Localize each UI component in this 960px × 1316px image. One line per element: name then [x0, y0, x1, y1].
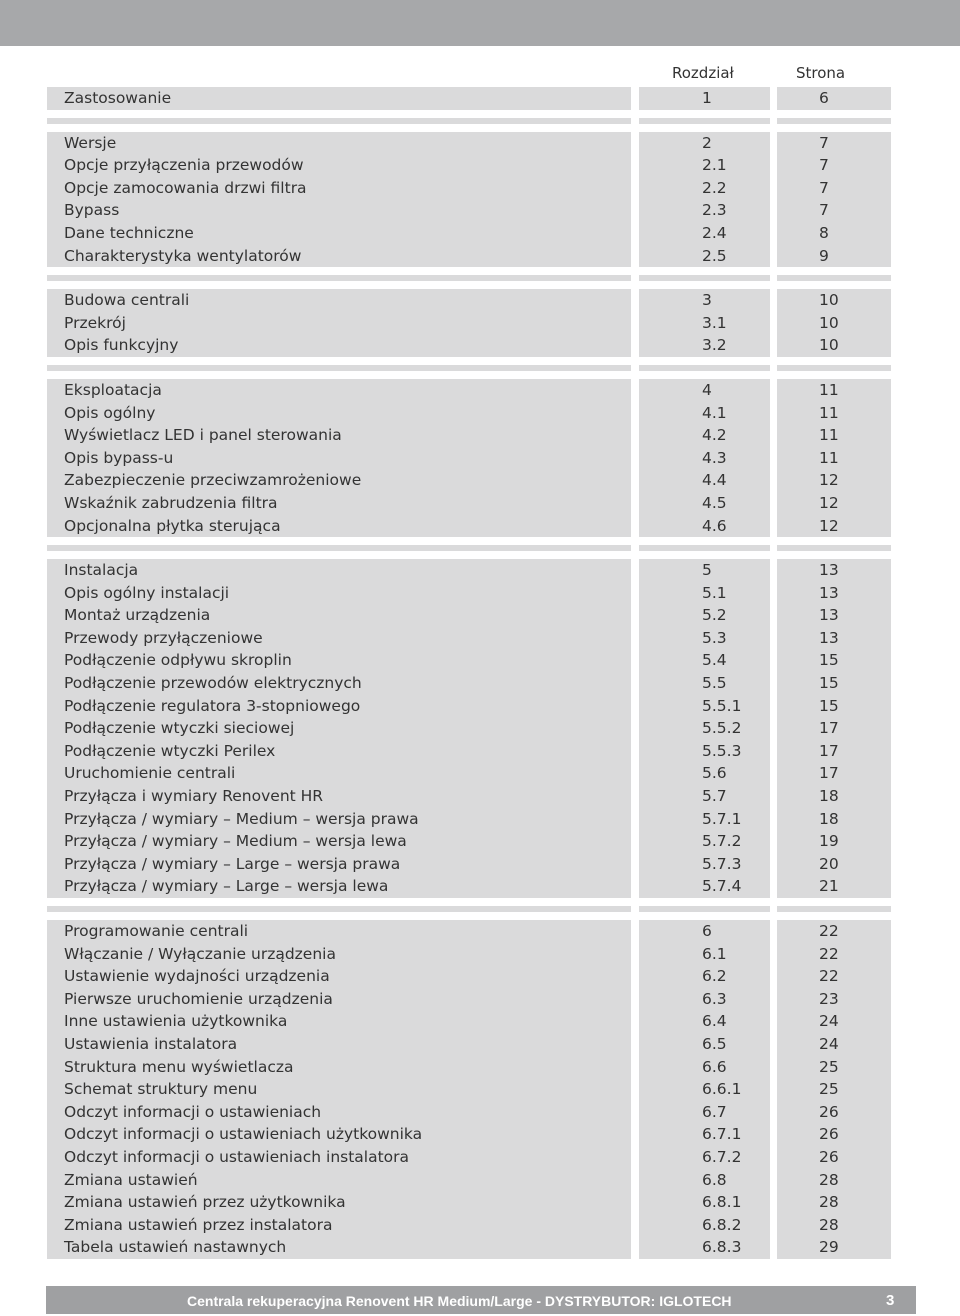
toc-entry-chapter: 6.8.2: [639, 1214, 770, 1237]
toc-row[interactable]: [0, 379, 960, 402]
toc-row[interactable]: [0, 808, 960, 831]
toc-row[interactable]: [0, 1101, 960, 1124]
toc-row[interactable]: [0, 447, 960, 470]
separator-strip: [639, 906, 770, 912]
toc-section: [0, 379, 960, 537]
separator-strip: [47, 118, 631, 124]
toc-entry-chapter: 5.1: [639, 582, 770, 605]
toc-entry-title: Podłączenie przewodów elektrycznych: [47, 672, 631, 695]
toc-entry-page: 12: [777, 469, 891, 492]
toc-entry-page: 21: [777, 875, 891, 898]
toc-entry-title: Odczyt informacji o ustawieniach: [47, 1101, 631, 1124]
toc-entry-chapter: 3.1: [639, 312, 770, 335]
toc-entry-page: 25: [777, 1056, 891, 1079]
toc-row[interactable]: [0, 740, 960, 763]
toc-row[interactable]: [0, 762, 960, 785]
toc-entry-chapter: 2.4: [639, 222, 770, 245]
toc-entry-page: 22: [777, 920, 891, 943]
toc-entry-title: Zmiana ustawień: [47, 1169, 631, 1192]
toc-entry-chapter: 2.2: [639, 177, 770, 200]
toc-entry-title: Schemat struktury menu: [47, 1078, 631, 1101]
toc-row[interactable]: [0, 289, 960, 312]
toc-entry-chapter: 5.5.1: [639, 695, 770, 718]
separator-strip: [47, 906, 631, 912]
toc-row[interactable]: [0, 312, 960, 335]
toc-row[interactable]: [0, 582, 960, 605]
toc-entry-chapter: 6.3: [639, 988, 770, 1011]
separator-strip: [777, 365, 891, 371]
toc-entry-title: Przewody przyłączeniowe: [47, 627, 631, 650]
toc-entry-title: Opis ogólny instalacji: [47, 582, 631, 605]
toc-row[interactable]: [0, 1146, 960, 1169]
toc-entry-chapter: 5.7.1: [639, 808, 770, 831]
toc-entry-page: 7: [777, 154, 891, 177]
toc-entry-chapter: 6.7: [639, 1101, 770, 1124]
toc-entry-page: 22: [777, 965, 891, 988]
separator-strip: [777, 545, 891, 551]
toc-entry-title: Dane techniczne: [47, 222, 631, 245]
toc-entry-title: Podłączenie wtyczki sieciowej: [47, 717, 631, 740]
toc-entry-title: Inne ustawienia użytkownika: [47, 1010, 631, 1033]
toc-entry-page: 13: [777, 627, 891, 650]
section-separator: [0, 537, 960, 559]
toc-entry-chapter: 5: [639, 559, 770, 582]
toc-row[interactable]: [0, 515, 960, 538]
toc-entry-title: Przyłącza i wymiary Renovent HR: [47, 785, 631, 808]
toc-entry-chapter: 4.2: [639, 424, 770, 447]
toc-row[interactable]: [0, 1214, 960, 1237]
toc-entry-title: Przyłącza / wymiary – Large – wersja prawa: [47, 853, 631, 876]
toc-entry-chapter: 6.5: [639, 1033, 770, 1056]
toc-row[interactable]: [0, 785, 960, 808]
toc-entry-page: 28: [777, 1169, 891, 1192]
toc-row[interactable]: [0, 830, 960, 853]
toc-row[interactable]: [0, 965, 960, 988]
toc-entry-page: 17: [777, 740, 891, 763]
toc-entry-chapter: 5.7.2: [639, 830, 770, 853]
toc-entry-page: 24: [777, 1033, 891, 1056]
toc-row[interactable]: [0, 469, 960, 492]
toc-entry-title: Opcje przyłączenia przewodów: [47, 154, 631, 177]
toc-row[interactable]: [0, 87, 960, 110]
toc-entry-page: 13: [777, 582, 891, 605]
toc-entry-chapter: 4.5: [639, 492, 770, 515]
toc-entry-page: 28: [777, 1191, 891, 1214]
toc-entry-chapter: 6.2: [639, 965, 770, 988]
toc-row[interactable]: [0, 559, 960, 582]
toc-entry-chapter: 6.8.1: [639, 1191, 770, 1214]
toc-entry-title: Przyłącza / wymiary – Large – wersja lewa: [47, 875, 631, 898]
toc-entry-title: Ustawienia instalatora: [47, 1033, 631, 1056]
toc-entry-title: Przyłącza / wymiary – Medium – wersja prawa: [47, 808, 631, 831]
toc-entry-page: 15: [777, 672, 891, 695]
toc-entry-page: 25: [777, 1078, 891, 1101]
toc-entry-page: 7: [777, 199, 891, 222]
toc-entry-title: Tabela ustawień nastawnych: [47, 1236, 631, 1259]
toc-entry-chapter: 5.7.4: [639, 875, 770, 898]
toc-entry-page: 10: [777, 289, 891, 312]
toc-entry-title: Pierwsze uruchomienie urządzenia: [47, 988, 631, 1011]
toc-entry-page: 13: [777, 604, 891, 627]
toc-entry-title: Przekrój: [47, 312, 631, 335]
toc-entry-chapter: 5.5.3: [639, 740, 770, 763]
toc-entry-page: 17: [777, 717, 891, 740]
toc-entry-chapter: 6.6.1: [639, 1078, 770, 1101]
toc-entry-chapter: 3: [639, 289, 770, 312]
toc-row[interactable]: [0, 875, 960, 898]
toc-entry-page: 8: [777, 222, 891, 245]
toc-entry-title: Uruchomienie centrali: [47, 762, 631, 785]
toc-entry-page: 28: [777, 1214, 891, 1237]
toc-entry-page: 7: [777, 177, 891, 200]
toc-entry-title: Ustawienie wydajności urządzenia: [47, 965, 631, 988]
toc-entry-title: Opcje zamocowania drzwi filtra: [47, 177, 631, 200]
toc-entry-page: 20: [777, 853, 891, 876]
toc-entry-chapter: 5.3: [639, 627, 770, 650]
toc-section: [0, 920, 960, 1259]
toc-entry-page: 23: [777, 988, 891, 1011]
toc-entry-title: Opis funkcyjny: [47, 334, 631, 357]
toc-row[interactable]: [0, 853, 960, 876]
toc-entry-title: Montaż urządzenia: [47, 604, 631, 627]
toc-entry-title: Wskaźnik zabrudzenia filtra: [47, 492, 631, 515]
toc-entry-chapter: 2.1: [639, 154, 770, 177]
toc-entry-title: Zmiana ustawień przez użytkownika: [47, 1191, 631, 1214]
toc-entry-chapter: 2.3: [639, 199, 770, 222]
toc-entry-title: Odczyt informacji o ustawieniach instalatora: [47, 1146, 631, 1169]
toc-entry-page: 10: [777, 312, 891, 335]
section-separator: [0, 110, 960, 132]
toc-entry-chapter: 2: [639, 132, 770, 155]
toc-entry-page: 15: [777, 695, 891, 718]
toc-entry-page: 26: [777, 1123, 891, 1146]
footer-text: Centrala rekuperacyjna Renovent HR Medium/Large - DYSTRYBUTOR: IGLOTECH: [187, 1293, 732, 1309]
toc-entry-chapter: 6.6: [639, 1056, 770, 1079]
toc-entry-title: Budowa centrali: [47, 289, 631, 312]
toc-section: [0, 289, 960, 357]
toc-entry-title: Opcjonalna płytka sterująca: [47, 515, 631, 538]
toc-row[interactable]: [0, 1169, 960, 1192]
toc-row[interactable]: [0, 424, 960, 447]
toc-row[interactable]: [0, 1191, 960, 1214]
toc-section: [0, 87, 960, 110]
toc-entry-page: 11: [777, 379, 891, 402]
toc-row[interactable]: [0, 222, 960, 245]
toc-entry-chapter: 5.2: [639, 604, 770, 627]
toc-row[interactable]: [0, 695, 960, 718]
toc-entry-page: 13: [777, 559, 891, 582]
toc-entry-page: 17: [777, 762, 891, 785]
toc-entry-chapter: 4.4: [639, 469, 770, 492]
toc-entry-chapter: 5.5: [639, 672, 770, 695]
toc-entry-title: Programowanie centrali: [47, 920, 631, 943]
toc-entry-title: Zabezpieczenie przeciwzamrożeniowe: [47, 469, 631, 492]
toc-row[interactable]: [0, 1236, 960, 1259]
page-column-header: Strona: [796, 64, 846, 82]
toc-row[interactable]: [0, 334, 960, 357]
toc-entry-title: Wersje: [47, 132, 631, 155]
toc-entry-title: Zmiana ustawień przez instalatora: [47, 1214, 631, 1237]
toc-entry-chapter: 4.1: [639, 402, 770, 425]
toc-entry-chapter: 5.6: [639, 762, 770, 785]
toc-entry-page: 19: [777, 830, 891, 853]
toc-row[interactable]: [0, 943, 960, 966]
toc-entry-chapter: 6.8: [639, 1169, 770, 1192]
toc-entry-page: 7: [777, 132, 891, 155]
toc-entry-chapter: 5.7.3: [639, 853, 770, 876]
separator-strip: [777, 118, 891, 124]
toc-entry-page: 12: [777, 515, 891, 538]
toc-row[interactable]: [0, 604, 960, 627]
toc-row[interactable]: [0, 717, 960, 740]
separator-strip: [47, 275, 631, 281]
toc-row[interactable]: [0, 1078, 960, 1101]
toc-row[interactable]: [0, 672, 960, 695]
toc-entry-page: 18: [777, 785, 891, 808]
toc-entry-chapter: 5.7: [639, 785, 770, 808]
toc-entry-title: Wyświetlacz LED i panel sterowania: [47, 424, 631, 447]
toc-entry-page: 12: [777, 492, 891, 515]
toc-entry-page: 18: [777, 808, 891, 831]
separator-strip: [639, 275, 770, 281]
toc-row[interactable]: [0, 402, 960, 425]
toc-entry-chapter: 4.6: [639, 515, 770, 538]
toc-entry-chapter: 5.4: [639, 649, 770, 672]
toc-section: [0, 559, 960, 898]
toc-entry-title: Podłączenie wtyczki Perilex: [47, 740, 631, 763]
toc-entry-page: 29: [777, 1236, 891, 1259]
toc-entry-title: Włączanie / Wyłączanie urządzenia: [47, 943, 631, 966]
toc-entry-chapter: 6.8.3: [639, 1236, 770, 1259]
section-separator: [0, 267, 960, 289]
toc-row[interactable]: [0, 988, 960, 1011]
toc-entry-page: 9: [777, 245, 891, 268]
toc-entry-title: Opis ogólny: [47, 402, 631, 425]
toc-entry-page: 26: [777, 1101, 891, 1124]
toc-entry-title: Struktura menu wyświetlacza: [47, 1056, 631, 1079]
toc-entry-title: Charakterystyka wentylatorów: [47, 245, 631, 268]
toc-entry-chapter: 6.4: [639, 1010, 770, 1033]
toc-entry-page: 11: [777, 424, 891, 447]
toc-row[interactable]: [0, 1033, 960, 1056]
chapter-column-header: Rozdział: [672, 64, 734, 82]
toc-row[interactable]: [0, 245, 960, 268]
section-separator: [0, 898, 960, 920]
top-bar: [0, 0, 960, 46]
toc-entry-title: Odczyt informacji o ustawieniach użytkownika: [47, 1123, 631, 1146]
toc-entry-chapter: 5.5.2: [639, 717, 770, 740]
toc-entry-title: Opis bypass-u: [47, 447, 631, 470]
toc-row[interactable]: [0, 1123, 960, 1146]
toc-section: [0, 132, 960, 268]
toc-entry-chapter: 2.5: [639, 245, 770, 268]
toc-entry-chapter: 3.2: [639, 334, 770, 357]
separator-strip: [47, 365, 631, 371]
toc-column-headers: [0, 64, 960, 86]
toc-row[interactable]: [0, 492, 960, 515]
toc-row[interactable]: [0, 649, 960, 672]
toc-entry-title: Instalacja: [47, 559, 631, 582]
toc-entry-chapter: 6.7.2: [639, 1146, 770, 1169]
page-footer: [46, 1286, 916, 1314]
toc-row[interactable]: [0, 177, 960, 200]
toc-entry-title: Podłączenie odpływu skroplin: [47, 649, 631, 672]
toc-entry-page: 22: [777, 943, 891, 966]
separator-strip: [777, 275, 891, 281]
toc-row[interactable]: [0, 1056, 960, 1079]
toc-row[interactable]: [0, 199, 960, 222]
separator-strip: [639, 118, 770, 124]
toc-entry-page: 24: [777, 1010, 891, 1033]
toc-entry-page: 11: [777, 402, 891, 425]
toc-entry-title: Eksploatacja: [47, 379, 631, 402]
toc-entry-title: Przyłącza / wymiary – Medium – wersja lewa: [47, 830, 631, 853]
toc-entry-title: Bypass: [47, 199, 631, 222]
separator-strip: [777, 906, 891, 912]
toc-entry-chapter: 6.1: [639, 943, 770, 966]
toc-row[interactable]: [0, 154, 960, 177]
toc-entry-title: Podłączenie regulatora 3-stopniowego: [47, 695, 631, 718]
section-separator: [0, 357, 960, 379]
separator-strip: [639, 365, 770, 371]
separator-strip: [47, 545, 631, 551]
toc-entry-chapter: 4.3: [639, 447, 770, 470]
toc-entry-page: 11: [777, 447, 891, 470]
toc-row[interactable]: [0, 1010, 960, 1033]
toc-entry-page: 10: [777, 334, 891, 357]
table-of-contents: [0, 87, 960, 1259]
toc-entry-page: 15: [777, 649, 891, 672]
toc-entry-title: Zastosowanie: [47, 87, 631, 110]
toc-row[interactable]: [0, 920, 960, 943]
separator-strip: [639, 545, 770, 551]
toc-entry-chapter: 6.7.1: [639, 1123, 770, 1146]
page-number: 3: [886, 1292, 895, 1309]
toc-entry-page: 26: [777, 1146, 891, 1169]
toc-row[interactable]: [0, 627, 960, 650]
toc-entry-chapter: 4: [639, 379, 770, 402]
toc-entry-chapter: 6: [639, 920, 770, 943]
toc-row[interactable]: [0, 132, 960, 155]
toc-entry-chapter: 1: [639, 87, 770, 110]
toc-entry-page: 6: [777, 87, 891, 110]
